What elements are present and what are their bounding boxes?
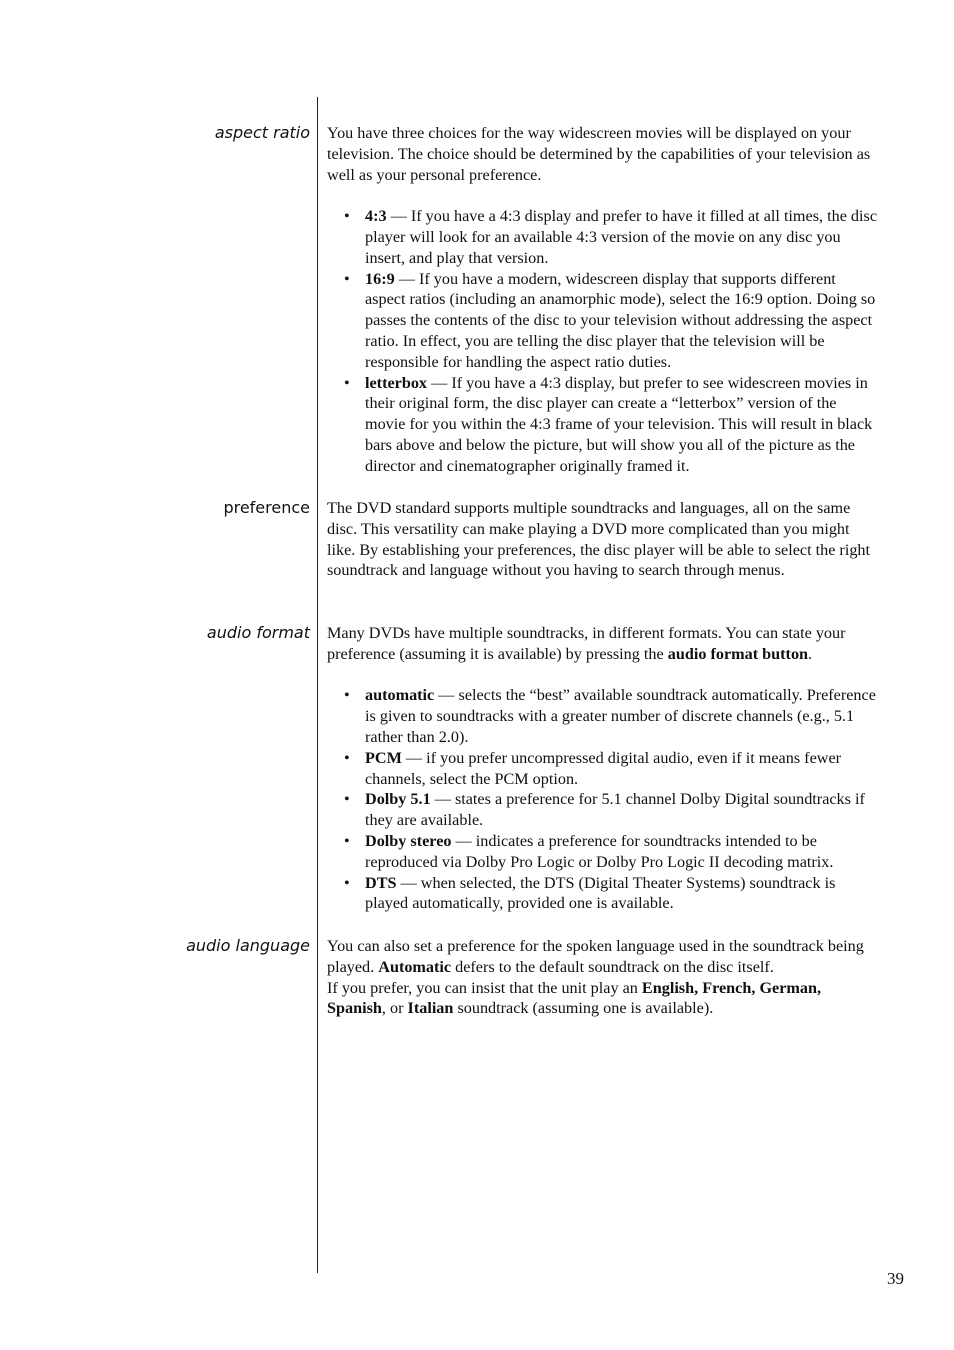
bullet-icon: • <box>344 207 350 226</box>
aspect-ratio-body <box>327 123 879 477</box>
text-run: defers to the default soundtrack on the disc itself. <box>451 957 774 976</box>
list-item-letterbox <box>327 373 879 477</box>
option-description: — when selected, the DTS (Digital Theater Systems) soundtrack is played automatically, provided one is available. <box>365 873 836 913</box>
bullet-icon: • <box>344 748 350 767</box>
list-item-dts <box>327 873 879 915</box>
text-run: If you prefer, you can insist that the unit play an <box>327 978 642 997</box>
audio-language-text-2 <box>327 978 879 1020</box>
option-description: — states a preference for 5.1 channel Dolby Digital soundtracks if they are available. <box>365 790 865 830</box>
bullet-icon: • <box>344 373 350 392</box>
bullet-icon: • <box>344 269 350 288</box>
option-term: letterbox <box>365 373 428 392</box>
audio-language-text-1 <box>327 936 879 978</box>
bullet-icon: • <box>344 686 350 705</box>
audio-format-intro <box>327 623 879 665</box>
aspect-ratio-options-list <box>327 206 879 476</box>
list-item-dolby-stereo <box>327 831 879 873</box>
option-description: — selects the “best” available soundtrack automatically. Preference is given to soundtracks with a greater number of discrete channels (e.g., 5.1 rather than 2.0). <box>365 686 876 746</box>
audio-format-options-list <box>327 685 879 914</box>
list-item-16-9 <box>327 269 879 373</box>
page-number: 39 <box>887 1269 904 1288</box>
text-run: soundtrack (assuming one is available). <box>453 999 714 1018</box>
option-term: 16:9 <box>365 269 395 288</box>
option-description: — if you prefer uncompressed digital audio, even if it means fewer channels, select the PCM option. <box>365 748 842 788</box>
intro-end: . <box>808 644 813 663</box>
aspect-ratio-intro: You have three choices for the way widescreen movies will be displayed on your television. The choice should be determined by the capabilities of your television as well as your personal preference. <box>327 124 871 184</box>
side-heading-aspect-ratio: aspect ratio <box>214 123 310 142</box>
option-term: DTS <box>365 873 397 892</box>
preference-text: The DVD standard supports multiple soundtracks and languages, all on the same disc. This versatility can make playing a DVD more complicated than you might like. By establishing your preferences, the disc player will be able to select the right soundtrack and language without you having to search through menus. <box>327 499 871 580</box>
side-heading-audio-language: audio language <box>186 936 310 955</box>
option-description: — If you have a 4:3 display and prefer to have it filled at all times, the disc player will look for an available 4:3 version of the movie on any disc you insert, and play that version. <box>365 207 878 267</box>
intro-text: Many DVDs have multiple soundtracks, in different formats. You can state your preference (assuming it is available) by pressing the <box>327 624 846 663</box>
list-item-automatic <box>327 685 879 747</box>
bullet-icon: • <box>344 790 350 809</box>
text-run: , or <box>381 999 408 1018</box>
option-term: Dolby stereo <box>365 831 452 850</box>
side-heading-audio-format: audio format <box>206 623 310 642</box>
list-item-dolby-5-1 <box>327 789 879 831</box>
option-description: — If you have a modern, widescreen display that supports different aspect ratios (including an anamorphic mode), select the 16:9 option. Doing so passes the contents of the disc to your television without addressing the aspect ratio. In effect, you are telling the disc player that the television will be responsible for handling the aspect ratio duties. <box>365 269 876 371</box>
audio-language-body <box>327 936 879 1019</box>
text-run: You can also set a preference for the spoken language used in the soundtrack being played. <box>327 937 864 976</box>
language-terms: English, French, German, Spanish <box>327 978 822 1018</box>
option-description: — indicates a preference for soundtracks intended to be reproduced via Dolby Pro Logic or Dolby Pro Logic II decoding matrix. <box>365 831 834 871</box>
preference-body <box>327 498 879 581</box>
column-divider-rule <box>317 97 318 1273</box>
option-description: — If you have a 4:3 display, but prefer to see widescreen movies in their original form, the disc player can create a “letterbox” version of the movie for you within the 4:3 frame of your television. This will result in black bars above and below the picture, but will show you all of the picture as the director and cinematographer originally framed it. <box>365 373 873 475</box>
list-item-4-3 <box>327 206 879 268</box>
list-item-pcm <box>327 748 879 790</box>
italian-term: Italian <box>407 999 454 1018</box>
option-term: 4:3 <box>365 207 387 226</box>
option-term: Dolby 5.1 <box>365 790 431 809</box>
audio-format-body <box>327 623 879 914</box>
side-heading-preference: preference <box>223 498 310 517</box>
bullet-icon: • <box>344 831 350 850</box>
audio-format-button-ref: audio format button <box>667 644 809 663</box>
bullet-icon: • <box>344 873 350 892</box>
automatic-term: Automatic <box>378 957 452 976</box>
option-term: PCM <box>365 748 402 767</box>
option-term: automatic <box>365 686 435 705</box>
